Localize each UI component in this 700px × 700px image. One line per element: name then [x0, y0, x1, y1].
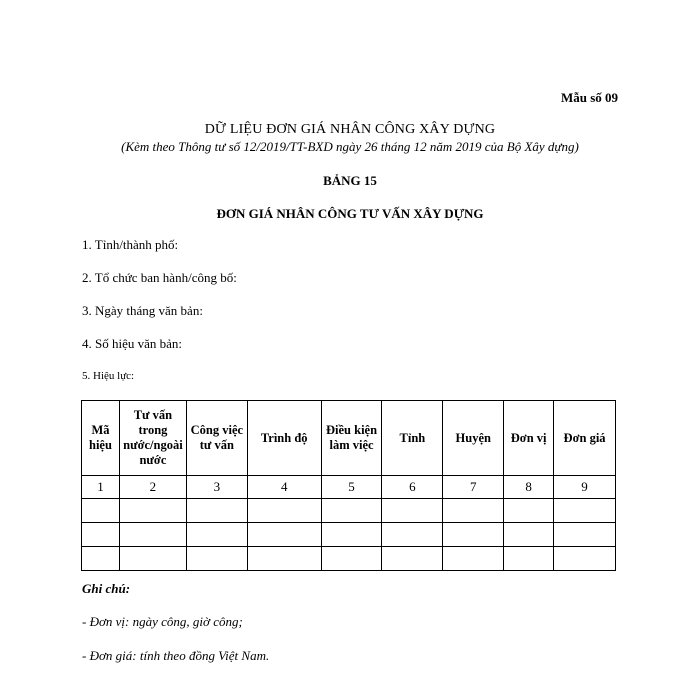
- table-cell: [504, 523, 554, 547]
- table-cell: [321, 499, 382, 523]
- column-number-cell: 5: [321, 476, 382, 499]
- table-cell: [247, 523, 321, 547]
- column-header-line: Trình độ: [260, 430, 308, 445]
- column-header-2: [119, 401, 186, 476]
- form-number: Mẫu số 09: [560, 90, 618, 105]
- table-cell: [554, 499, 616, 523]
- table-label: BẢNG 15: [323, 173, 377, 188]
- table-row: [82, 547, 616, 571]
- table-cell: [321, 547, 382, 571]
- column-header-9: [554, 401, 616, 476]
- field-province: 1. Tỉnh/thành phố:: [82, 237, 179, 252]
- field-document-number: 4. Số hiệu văn bản:: [82, 336, 183, 351]
- table-cell: [382, 499, 443, 523]
- column-number-cell: 8: [504, 476, 554, 499]
- column-number-row: [82, 476, 616, 499]
- table-cell: [119, 499, 186, 523]
- column-header-line: Mã: [91, 423, 110, 437]
- table-cell: [119, 547, 186, 571]
- field-effective: 5. Hiệu lực:: [82, 370, 135, 382]
- table-cell: [82, 499, 120, 523]
- column-header-7: [443, 401, 504, 476]
- field-document-date: 3. Ngày tháng văn bản:: [82, 303, 203, 318]
- column-header-8: [504, 401, 554, 476]
- table-cell: [554, 523, 616, 547]
- column-number-cell: 2: [119, 476, 186, 499]
- column-number-cell: 3: [186, 476, 247, 499]
- table-cell: [186, 523, 247, 547]
- column-header-line: trong: [138, 423, 168, 437]
- column-header-line: Công việc: [190, 423, 244, 437]
- column-header-line: Huyện: [455, 430, 491, 445]
- document-subtitle: (Kèm theo Thông tư số 12/2019/TT-BXD ngày 26 tháng 12 năm 2019 của Bộ Xây dựng): [121, 139, 579, 154]
- table-cell: [186, 547, 247, 571]
- column-number-cell: 9: [554, 476, 616, 499]
- column-header-6: [382, 401, 443, 476]
- column-header-line: nước/ngoài: [123, 438, 183, 452]
- column-header-1: [82, 401, 120, 476]
- column-header-3: [186, 401, 247, 476]
- table-row: [82, 523, 616, 547]
- table-cell: [443, 523, 504, 547]
- table-cell: [504, 547, 554, 571]
- table-cell: [382, 547, 443, 571]
- column-header-line: hiệu: [89, 438, 112, 452]
- note-price: - Đơn giá: tính theo đồng Việt Nam.: [82, 648, 270, 663]
- table-row: [82, 499, 616, 523]
- table-cell: [82, 547, 120, 571]
- column-header-line: làm việc: [329, 438, 374, 452]
- column-header-line: Tỉnh: [399, 430, 426, 445]
- table-cell: [504, 499, 554, 523]
- document-title: DỮ LIỆU ĐƠN GIÁ NHÂN CÔNG XÂY DỰNG: [204, 122, 496, 137]
- table-cell: [382, 523, 443, 547]
- table-cell: [443, 499, 504, 523]
- table-cell: [119, 523, 186, 547]
- table-title: ĐƠN GIÁ NHÂN CÔNG TƯ VẤN XÂY DỰNG: [216, 206, 484, 221]
- note-unit: - Đơn vị: ngày công, giờ công;: [82, 614, 243, 629]
- column-header-line: Đơn vị: [510, 430, 547, 445]
- column-header-line: Tư vấn: [133, 408, 173, 422]
- column-number-cell: 7: [443, 476, 504, 499]
- table-cell: [82, 523, 120, 547]
- column-header-5: [321, 401, 382, 476]
- table-cell: [186, 499, 247, 523]
- column-header-line: Đơn giá: [563, 430, 606, 445]
- column-number-cell: 1: [82, 476, 120, 499]
- table-cell: [321, 523, 382, 547]
- table-cell: [554, 547, 616, 571]
- column-number-cell: 4: [247, 476, 321, 499]
- table-cell: [247, 499, 321, 523]
- table-header-row: [82, 401, 616, 476]
- column-number-cell: 6: [382, 476, 443, 499]
- column-header-line: tư vấn: [199, 438, 234, 452]
- table-cell: [443, 547, 504, 571]
- notes-heading: Ghi chú:: [82, 581, 131, 596]
- column-header-line: Điều kiện: [326, 423, 378, 437]
- field-issuer: 2. Tổ chức ban hành/công bố:: [82, 270, 237, 285]
- column-header-line: nước: [139, 453, 167, 467]
- labor-price-table: [81, 400, 616, 571]
- column-header-4: [247, 401, 321, 476]
- table-cell: [247, 547, 321, 571]
